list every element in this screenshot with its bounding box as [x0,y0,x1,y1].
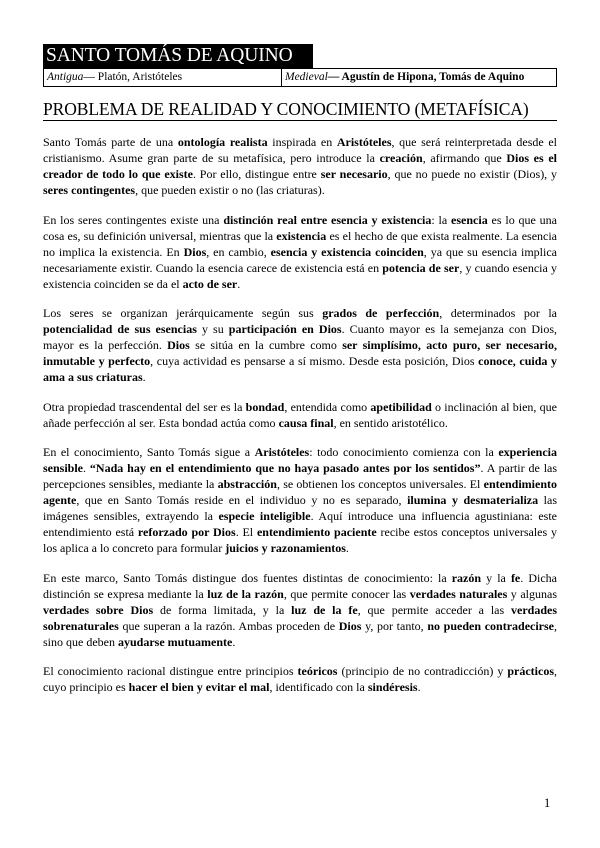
bold-term: bondad [245,399,285,414]
text-run: . [142,370,146,384]
text-run: las imágenes sensibles, extrayendo la [43,493,557,523]
document-title: SANTO TOMÁS DE AQUINO [43,44,313,68]
bold-term: prácticos [507,664,554,678]
text-run: Otra propiedad trascendental del ser es la [43,399,246,414]
bold-term: ser simplísimo, acto puro, ser necesario, inmutable y perfecto [43,338,557,368]
bold-term: verdades sobre Dios [43,602,154,617]
text-run: , cuyo principio es [43,664,557,694]
text-run: En los seres contingentes existe una [43,212,224,227]
bold-term: razón [451,570,482,585]
text-run: : todo conocimiento comienza con la [309,445,499,459]
bold-term: creación [379,151,423,165]
text-run: . Aquí introduce una influencia agustiniana: este entendimiento está [43,509,557,539]
bold-term: ontología realista [177,135,268,149]
text-run: , afirmando que [422,151,507,165]
bold-term: luz de la fe [291,602,358,617]
text-run: , cuya actividad es pensarse a sí mismo. Desde esta posición, Dios [150,354,479,368]
bold-term: Dios [167,338,190,352]
text-run: , en cambio, [206,244,271,259]
bold-term: seres contingentes [43,183,136,197]
text-run: y algunas [507,586,557,601]
era-label-antigua: Antigua [47,71,84,83]
text-run: . Dicha distinción se expresa mediante la [43,570,557,601]
bold-term: teóricos [297,664,338,678]
text-run: , y cuando esencia y existencia coinciden se da el [43,260,557,291]
bold-term: potencia de ser [382,260,460,275]
text-run: , sino que deben [43,618,557,649]
bold-term: Dios [183,244,207,259]
text-run: o inclinación al bien, que añade perfección al ser. Esta bondad actúa como [43,399,557,430]
bold-term: abstracción [217,477,277,491]
bold-term: verdades sobrenaturales [43,602,557,633]
text-run: En el conocimiento, Santo Tomás sigue a [43,445,255,459]
text-run: . [237,276,241,291]
text-run: . [345,541,349,555]
bold-term: Dios [338,618,362,633]
paragraph-2 [43,212,557,292]
bold-term: esencia y existencia coinciden [270,244,424,259]
era-names-medieval: — Agustín de Hipona, Tomás de Aquino [327,71,525,83]
bold-term: sindéresis [367,680,418,694]
paragraph-7 [43,663,557,695]
text-run: , ya que su esencia implica necesariamente existir. Cuando la esencia carece de existencia está en [43,244,557,275]
bold-term: conoce, cuida y ama a sus criaturas [43,354,557,384]
text-run: . [232,634,236,649]
bold-term: fe [510,570,521,585]
bold-term: Aristóteles [336,135,392,149]
bold-term: juicios y razonamientos [225,541,346,555]
era-cell-antigua [44,69,282,86]
body-text [43,134,557,709]
text-run: , que permite acceder a las [357,602,511,617]
section-heading: PROBLEMA DE REALIDAD Y CONOCIMIENTO (METAFÍSICA) [43,99,557,121]
text-run: y la [481,570,511,585]
bold-term: especie inteligible [218,509,311,523]
era-label-medieval: Medieval [285,71,328,83]
bold-term: ayudarse mutuamente [117,634,233,649]
bold-term: experiencia sensible [43,445,557,475]
text-run: . Por ello, distingue entre [192,167,321,181]
bold-term: acto de ser [182,276,238,291]
text-run: En este marco, Santo Tomás distingue dos fuentes distintas de conocimiento: la [43,570,452,585]
era-cell-medieval [282,69,556,86]
text-run: . [417,680,421,694]
bold-term: reforzado por Dios [137,525,236,539]
text-run: , en sentido aristotélico. [333,415,448,430]
text-run: , se obtienen los conceptos universales. El [276,477,484,491]
bold-term: causa final [278,415,334,430]
bold-term: participación en Dios [228,322,342,336]
bold-term: verdades naturales [409,586,508,601]
text-run: . A partir de las percepciones sensibles, mediante la [43,461,558,491]
text-run: recibe estos conceptos universales y los aplica a lo concreto para formular [43,525,557,555]
text-run: que superan a la razón. Ambas proceden de [118,618,339,633]
bold-term: Dios es el creador de todo lo que existe [43,151,558,181]
text-run: El conocimiento racional distingue entre principios [43,664,298,678]
paragraph-4 [43,399,557,431]
text-run: es el hecho de que exista realmente. La esencia no implica la existencia. En [43,228,558,259]
text-run: es lo que una cosa es, su definición universal, mientras que la [43,212,558,243]
bold-term: ser necesario [320,167,388,181]
bold-term: esencia [451,212,488,227]
text-run: . [83,461,90,475]
page-number: 1 [544,796,551,810]
bold-term: hacer el bien y evitar el mal [128,680,270,694]
text-run: (principio de no contradicción) y [337,664,508,678]
text-run: y su [196,322,229,336]
bold-term: “Nada hay en el entendimiento que no haya pasado antes por los sentidos” [89,461,481,475]
bold-term: luz de la razón [207,586,284,601]
text-run: , que pueden existir o no (las criaturas). [135,183,325,197]
era-table [43,68,557,87]
text-run: : la [431,212,452,227]
bold-term: entendimiento paciente [256,525,377,539]
text-run: de forma limitada, y la [153,602,292,617]
bold-term: existencia [276,228,327,243]
text-run: Los seres se organizan jerárquicamente según sus [43,306,323,320]
text-run: se sitúa en la cumbre como [189,338,343,352]
text-run: , identificado con la [269,680,368,694]
bold-term: potencialidad de sus esencias [43,322,197,336]
text-run: , que permite conocer las [283,586,410,601]
text-run: . El [235,525,257,539]
era-names-antigua: — Platón, Aristóteles [83,71,183,83]
text-run: . Cuanto mayor es la semejanza con Dios, mayor es la perfección. [43,322,557,352]
bold-term: grados de perfección [322,306,440,320]
text-run: , que en Santo Tomás reside en el individuo y no es separado, [76,493,408,507]
text-run: inspirada en [267,135,337,149]
text-run: , que no puede no existir (Dios), y [387,167,558,181]
paragraph-1 [43,134,557,198]
paragraph-3 [43,305,557,385]
text-run: , que será reinterpretada desde el cristianismo. Asume gran parte de su metafísica, pero introduce la [43,135,558,165]
text-run: y, por tanto, [361,618,428,633]
bold-term: ilumina y desmaterializa [407,493,539,507]
bold-term: no pueden contradecirse [427,618,554,633]
bold-term: Aristóteles [254,445,310,459]
bold-term: entendimiento agente [43,477,557,507]
bold-term: apetibilidad [370,399,432,414]
text-run: , determinados por la [439,306,557,320]
text-run: Santo Tomás parte de una [43,135,178,149]
paragraph-5 [43,444,557,556]
text-run: , entendida como [284,399,371,414]
paragraph-6 [43,570,557,650]
bold-term: distinción real entre esencia y existencia [223,212,432,227]
